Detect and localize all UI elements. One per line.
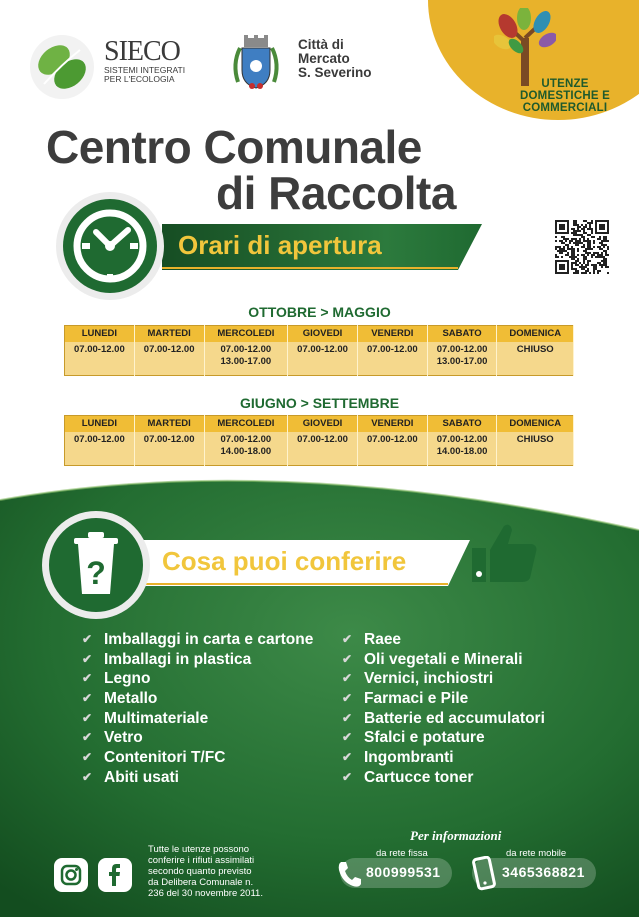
day-header: MERCOLEDI bbox=[204, 416, 288, 432]
check-icon: ✔ bbox=[82, 750, 93, 765]
check-icon: ✔ bbox=[82, 632, 93, 646]
mobile-label: da rete mobile bbox=[506, 848, 567, 859]
check-icon: ✔ bbox=[342, 730, 353, 745]
check-icon: ✔ bbox=[342, 632, 353, 646]
list-item-label: Sfalci e potature bbox=[364, 729, 485, 747]
list-item-label: Imballagi in plastica bbox=[104, 650, 252, 668]
day-header: MERCOLEDI bbox=[204, 326, 288, 342]
list-item bbox=[82, 689, 313, 709]
list-item bbox=[342, 689, 545, 709]
list-item-label: Vernici, inchiostri bbox=[364, 670, 494, 688]
time-cell: 07.00-12.00 bbox=[134, 432, 204, 466]
list-item bbox=[82, 728, 313, 748]
time-cell: 07.00-12.00 bbox=[357, 342, 427, 376]
list-item bbox=[342, 630, 545, 650]
footer-note: Tutte le utenze possono conferire i rifiuti assimilati secondo quanto previsto da Delibera Comunale n. 236 del 30 novembre 2011. bbox=[148, 844, 263, 899]
list-item bbox=[82, 650, 313, 670]
check-icon: ✔ bbox=[342, 710, 353, 725]
info-title: Per informazioni bbox=[410, 828, 502, 843]
list-item bbox=[82, 630, 313, 650]
leaf-logo-icon bbox=[28, 34, 96, 100]
day-header: VENERDI bbox=[357, 416, 427, 432]
list-item bbox=[342, 669, 545, 689]
list-item bbox=[342, 709, 545, 729]
check-icon: ✔ bbox=[82, 769, 93, 784]
schedule-period-title: GIUGNO > SETTEMBRE bbox=[239, 395, 400, 411]
coat-of-arms-icon bbox=[228, 34, 284, 94]
time-cell: 07.00-12.00 bbox=[134, 342, 204, 376]
schedule-table bbox=[64, 325, 574, 376]
check-icon: ✔ bbox=[82, 651, 93, 666]
sieco-subtitle: SISTEMI INTEGRATI PER L'ECOLOGIA bbox=[104, 65, 186, 84]
mobile-number[interactable]: 3465368821 bbox=[502, 864, 585, 880]
trash-bin-icon bbox=[42, 510, 150, 620]
list-item-label: Abiti usati bbox=[104, 768, 179, 786]
day-header: GIOVEDI bbox=[288, 326, 358, 342]
list-item bbox=[82, 669, 313, 689]
time-cell: 07.00-12.00 bbox=[65, 432, 135, 466]
time-cell: 07.00-12.00 13.00-17.00 bbox=[204, 342, 288, 376]
list-item bbox=[342, 650, 545, 670]
check-icon: ✔ bbox=[342, 691, 353, 706]
check-icon: ✔ bbox=[342, 671, 353, 686]
check-icon: ✔ bbox=[342, 769, 353, 784]
hours-banner-title: Orari di apertura bbox=[178, 230, 382, 260]
landline-label: da rete fissa bbox=[376, 848, 428, 859]
list-item bbox=[82, 709, 313, 729]
tree-icon bbox=[494, 8, 556, 88]
facebook-icon bbox=[98, 858, 132, 892]
sieco-name: SIECO bbox=[104, 36, 180, 67]
mobile-phone-icon bbox=[470, 856, 498, 892]
list-item-label: Metallo bbox=[104, 690, 158, 708]
badge-text: UTENZE DOMESTICHE E COMMERCIALI bbox=[520, 78, 610, 114]
list-item-label: Imballaggi in carta e cartone bbox=[104, 631, 314, 648]
qr-code-icon[interactable] bbox=[553, 218, 611, 276]
page-title-line1: Centro Comunale bbox=[46, 121, 422, 173]
svg-text:?: ? bbox=[86, 555, 106, 591]
day-header: LUNEDI bbox=[65, 326, 135, 342]
list-item-label: Multimateriale bbox=[104, 709, 209, 727]
day-header: MARTEDI bbox=[134, 326, 204, 342]
instagram-icon bbox=[54, 858, 88, 892]
day-header: GIOVEDI bbox=[288, 416, 358, 432]
schedule-period-title: OTTOBRE > MAGGIO bbox=[248, 304, 391, 320]
time-cell: CHIUSO bbox=[497, 342, 574, 376]
list-item bbox=[82, 748, 313, 768]
list-item bbox=[82, 768, 313, 788]
items-banner-title: Cosa puoi conferire bbox=[162, 546, 407, 576]
day-header: DOMENICA bbox=[497, 326, 574, 342]
list-item-label: Ingombranti bbox=[364, 749, 454, 767]
time-cell: 07.00-12.00 14.00-18.00 bbox=[204, 432, 288, 466]
day-header: MARTEDI bbox=[134, 416, 204, 432]
check-icon: ✔ bbox=[342, 750, 353, 765]
facebook-button[interactable] bbox=[98, 858, 132, 892]
day-header: SABATO bbox=[427, 326, 497, 342]
list-item bbox=[342, 748, 545, 768]
day-header: SABATO bbox=[427, 416, 497, 432]
list-item bbox=[342, 768, 545, 788]
time-cell: 07.00-12.00 bbox=[357, 432, 427, 466]
list-item-label: Oli vegetali e Minerali bbox=[364, 650, 523, 668]
check-icon: ✔ bbox=[82, 710, 93, 725]
list-item-label: Vetro bbox=[104, 729, 143, 747]
accepted-items-list bbox=[342, 630, 545, 788]
accepted-items-list bbox=[82, 630, 313, 788]
time-cell: 07.00-12.00 bbox=[288, 432, 358, 466]
city-name: Città di Mercato S. Severino bbox=[298, 37, 372, 80]
check-icon: ✔ bbox=[82, 691, 93, 706]
schedule-header-row bbox=[65, 416, 574, 432]
clock-icon bbox=[52, 192, 170, 300]
day-header: LUNEDI bbox=[65, 416, 135, 432]
list-item-label: Legno bbox=[104, 670, 151, 688]
schedule-times-row bbox=[65, 342, 574, 376]
schedule-table bbox=[64, 415, 574, 466]
time-cell: 07.00-12.00 14.00-18.00 bbox=[427, 432, 497, 466]
time-cell: 07.00-12.00 13.00-17.00 bbox=[427, 342, 497, 376]
list-item-label: Farmaci e Pile bbox=[364, 690, 469, 708]
time-cell: CHIUSO bbox=[497, 432, 574, 466]
instagram-button[interactable] bbox=[54, 858, 88, 892]
landline-number[interactable]: 800999531 bbox=[366, 864, 441, 880]
list-item-label: Raee bbox=[364, 631, 402, 648]
list-item bbox=[342, 728, 545, 748]
time-cell: 07.00-12.00 bbox=[65, 342, 135, 376]
thumbs-up-icon bbox=[470, 522, 540, 584]
check-icon: ✔ bbox=[82, 671, 93, 686]
check-icon: ✔ bbox=[342, 651, 353, 666]
check-icon: ✔ bbox=[82, 730, 93, 745]
schedule-header-row bbox=[65, 326, 574, 342]
day-header: VENERDI bbox=[357, 326, 427, 342]
list-item-label: Batterie ed accumulatori bbox=[364, 709, 545, 727]
list-item-label: Contenitori T/FC bbox=[104, 749, 226, 767]
day-header: DOMENICA bbox=[497, 416, 574, 432]
page-title-line2: di Raccolta bbox=[216, 167, 456, 219]
time-cell: 07.00-12.00 bbox=[288, 342, 358, 376]
list-item-label: Cartucce toner bbox=[364, 768, 474, 786]
phone-icon bbox=[334, 856, 362, 890]
